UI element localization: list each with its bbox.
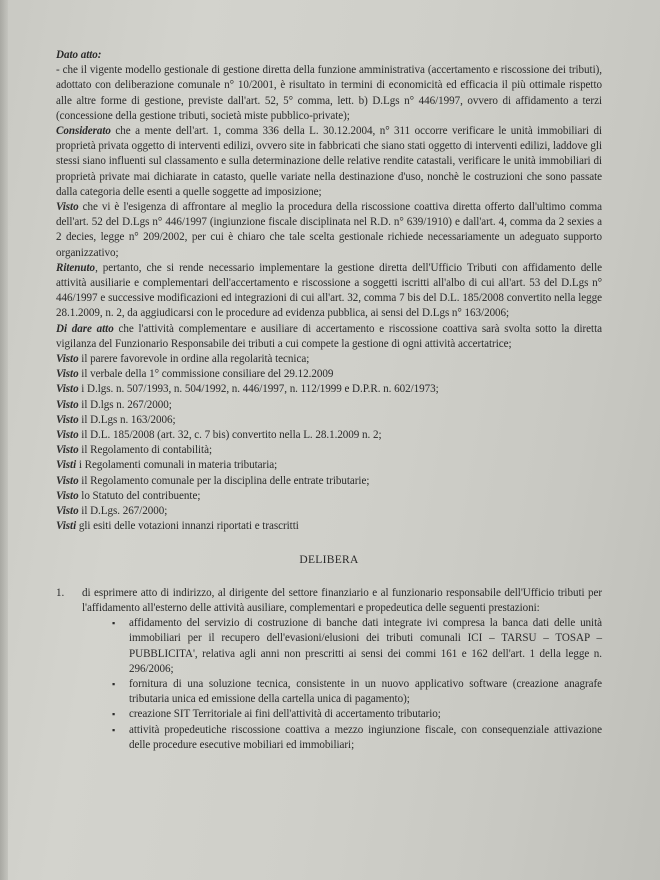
paragraph-visto-verbale bbox=[56, 367, 602, 382]
paragraph-visto-dl185 bbox=[56, 428, 602, 443]
lead-visto: Visto bbox=[56, 201, 79, 214]
paragraph-text: - che il vigente modello gestionale di gestione diretta della funzione amministrativa (accertamento e riscossione dei tributi), adottato con deliberazione comunale n° 10/2001, è risultato in termini di economicità ed efficacia il più ottimale rispetto alle altre forme di gestione, previste dall'art. 52, 5° comma, lett. b) D.Lgs n° 446/1997, ovvero di affidamento a terzi (concessione della gestione tributi, società miste pubblico-private); bbox=[56, 64, 602, 122]
paragraph-visto-dlgs bbox=[56, 382, 602, 397]
paragraph-text: gli esiti delle votazioni innanzi riportati e trascritti bbox=[76, 520, 299, 533]
paragraph-text: lo Statuto del contribuente; bbox=[78, 489, 201, 502]
bullet-item: ▪ fornitura di una soluzione tecnica, consistente in un nuovo applicativo software (creazione anagrafe tributaria unica ed emissione della cartella unica di pagamento); bbox=[112, 677, 602, 707]
section-heading-delibera: DELIBERA bbox=[299, 553, 359, 566]
lead-visto: Visto bbox=[56, 398, 79, 411]
item-number: 1. bbox=[56, 586, 65, 599]
paragraph-text: il verbale della 1° commissione consiliare del 29.12.2009 bbox=[78, 368, 334, 381]
lead-di-dare-atto: Di dare atto bbox=[56, 322, 114, 335]
paragraph-text: il parere favorevole in ordine alla regolarità tecnica; bbox=[78, 353, 310, 366]
paragraph-text: il D.L. 185/2008 (art. 32, c. 7 bis) convertito nella L. 28.1.2009 n. 2; bbox=[78, 429, 382, 442]
numbered-item-1 bbox=[56, 586, 602, 753]
lead-visto: Visto bbox=[56, 489, 79, 502]
paragraph-text: il Regolamento di contabilità; bbox=[78, 444, 212, 457]
paragraph-text: che l'attività complementare e ausiliare di accertamento e riscossione coattiva sarà svolta sotto la diretta vigilanza del Funzionario Responsabile dei tributi a cui compete la gestione di ogni attività accertatrice; bbox=[56, 322, 602, 350]
lead-visti: Visti bbox=[56, 459, 77, 472]
bullet-item: ▪ affidamento del servizio di costruzione di banche dati integrate ivi compresa la banca dati delle unità immobiliari per il recupero dell'evasioni/elusioni dei tributi comunali ICI – TARSU – TOSAP – PUBBLICITA', relativa agli anni non prescritti ai sensi dei commi 161 e 162 dell'art. 1 della legge n. 296/2006; bbox=[112, 616, 602, 677]
paragraph-text: il Regolamento comunale per la disciplina delle entrate tributarie; bbox=[78, 474, 370, 487]
lead-considerato: Considerato bbox=[56, 125, 111, 138]
paragraph-visto-163 bbox=[56, 413, 602, 428]
paragraph-visto-contabilita bbox=[56, 443, 602, 458]
item-body bbox=[82, 586, 602, 753]
paragraph-visto-parere bbox=[56, 352, 602, 367]
paragraph-dato-atto-body bbox=[56, 63, 602, 124]
bullet-item: ▪ creazione SIT Territoriale ai fini dell'attività di accertamento tributario; bbox=[112, 707, 602, 722]
lead-visto: Visto bbox=[56, 444, 79, 457]
paragraph-text: che vi è l'esigenza di affrontare al meglio la procedura della riscossione coattiva diretta offerto dall'ultimo comma dell'art. 52 del D.Lgs n° 446/1997 (ingiunzione fiscale disciplinata nel R.D. n° 639/1910) e dall'art. 4, comma da 2 sexies a 2 decies, legge n° 209/2002, per cui è chiaro che tale scelta gestionale richiede necessariamente un adeguato supporto organizzativo; bbox=[56, 201, 602, 259]
paragraph-visti-esiti bbox=[56, 519, 602, 534]
paragraph-text: il D.lgs n. 267/2000; bbox=[78, 398, 172, 411]
paragraph-text: il D.Lgs. 267/2000; bbox=[78, 505, 168, 518]
paragraph-text: che a mente dell'art. 1, comma 336 della L. 30.12.2004, n° 311 occorre verificare le unità immobiliari di proprietà privata oggetto di interventi edilizi, ovvero site in fabbricati che siano stati oggetto di interventi edilizi, laddove gli stessi siano influenti sul classamento e sulla determinazione delle relative rendite catastali, verificare le unità immobiliari di proprietà private mai dichiarate in catasto, quelle variate nella destinazione d'uso, nonchè le costruzioni che sono passate dalla categoria delle esenti a quelle soggette ad imposizione; bbox=[56, 125, 602, 198]
lead-visto: Visto bbox=[56, 429, 79, 442]
lead-visto: Visto bbox=[56, 474, 79, 487]
paragraph-text: , pertanto, che si rende necessario implementare la gestione diretta dell'Ufficio Tributi con affidamento delle attività ausiliarie e complementari dell'accertamento e riscossione a soggetti iscritti all'albo di cui all'art. 53 del D.Lgs n° 446/1997 e successive modificazioni ed integrazioni di cui all'art. 32, comma 7 bis del D.L. 185/2008 convertito nella legge 28.1.2009, n. 2, da aggiudicarsi con le procedure ad evidenza pubblica, ai sensi del D.Lgs n° 163/2006; bbox=[56, 261, 602, 320]
lead-ritenuto: Ritenuto bbox=[56, 261, 96, 274]
lead-visto: Visto bbox=[56, 505, 79, 518]
bullet-list bbox=[82, 616, 602, 753]
paragraph-dato-atto bbox=[56, 48, 602, 63]
paragraph-text: il D.Lgs n. 163/2006; bbox=[78, 413, 176, 426]
lead-visto: Visto bbox=[56, 353, 79, 366]
paragraph-visto-regolamento-entrate bbox=[56, 474, 602, 489]
document-page bbox=[56, 48, 602, 753]
lead-visti: Visti bbox=[56, 520, 77, 533]
paragraph-text: i Regolamenti comunali in materia tributaria; bbox=[76, 459, 278, 472]
paragraph-visto-dlgs-267 bbox=[56, 504, 602, 519]
item-text: di esprimere atto di indirizzo, al dirigente del settore finanziario e al funzionario responsabile dell'Ufficio tributi per l'affidamento all'esterno delle attività ausiliare, complementari e propedeutica delle seguenti prestazioni: bbox=[82, 586, 602, 614]
lead-dato-atto: Dato atto: bbox=[56, 49, 102, 61]
paragraph-ritenuto bbox=[56, 261, 602, 322]
lead-visto: Visto bbox=[56, 383, 79, 396]
paragraph-text: i D.lgs. n. 507/1993, n. 504/1992, n. 446/1997, n. 112/1999 e D.P.R. n. 602/1973; bbox=[78, 383, 439, 396]
lead-visto: Visto bbox=[56, 368, 79, 381]
paragraph-visto-267 bbox=[56, 398, 602, 413]
paragraph-visto-statuto bbox=[56, 489, 602, 504]
paragraph-visto-esigenza bbox=[56, 200, 602, 261]
lead-visto: Visto bbox=[56, 413, 79, 426]
paragraph-di-dare-atto bbox=[56, 322, 602, 352]
paragraph-visti-regolamenti bbox=[56, 458, 602, 473]
page-left-edge bbox=[0, 0, 8, 880]
paragraph-considerato bbox=[56, 124, 602, 200]
bullet-item: ▪ attività propedeutiche riscossione coattiva a mezzo ingiunzione fiscale, con consequenziale attivazione delle procedure esecutive mobiliari ed immobiliari; bbox=[112, 723, 602, 753]
